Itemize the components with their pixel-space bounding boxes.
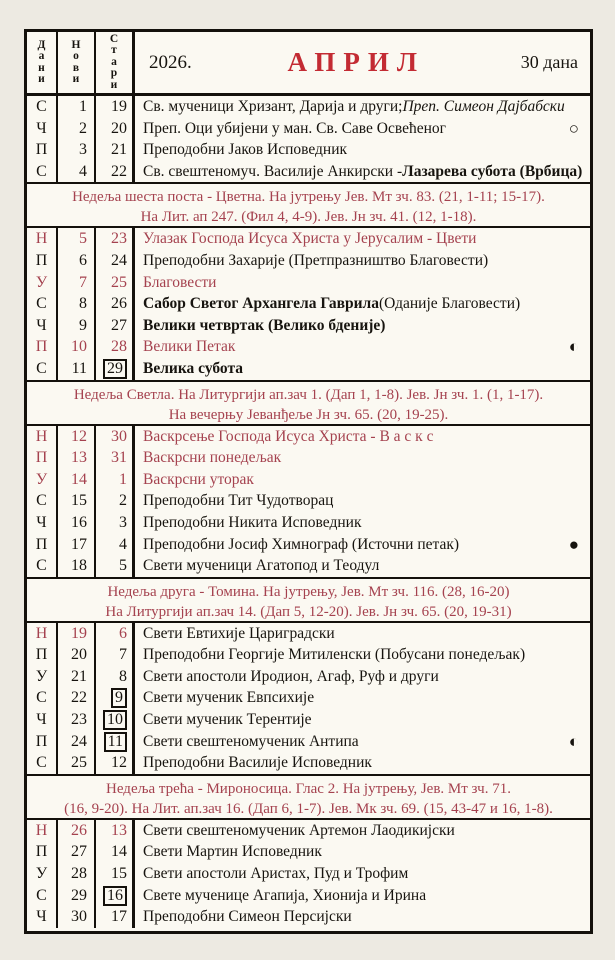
day-entry-text	[135, 139, 590, 161]
new-calendar-date: 29	[58, 885, 96, 907]
day-entry-segment: Преподобни Георгије Митиленски (Побусани понедељак)	[143, 646, 526, 664]
day-entry-segment: (Оданије Благовести)	[378, 295, 521, 313]
old-calendar-date: 14	[96, 841, 135, 863]
new-calendar-date: 10	[58, 336, 96, 358]
new-calendar-date: 30	[58, 906, 96, 928]
day-entry-text	[135, 534, 590, 556]
day-entry-segment: Васкрсни уторак	[143, 470, 254, 488]
calendar-table	[24, 29, 593, 934]
old-calendar-date: 7	[96, 644, 135, 666]
calendar-day-row	[27, 161, 590, 183]
day-entry-segment: Св. мученици Хризант, Дарија и други;	[143, 98, 403, 115]
calendar-day-row	[27, 841, 590, 863]
weekday-letter: Н	[27, 623, 58, 645]
week-liturgy-line: Недеља друга - Томина. На јутрењу, Јев. Мт зч. 116. (28, 16-20)	[107, 583, 510, 600]
weekday-letter: С	[27, 96, 58, 118]
week-liturgy-summary	[27, 182, 590, 228]
month-title: АПРИЛ	[287, 47, 425, 77]
moon-phase-icon: ◐	[568, 731, 579, 751]
old-calendar-date	[96, 709, 135, 731]
old-calendar-date	[96, 731, 135, 753]
new-calendar-date: 7	[58, 272, 96, 294]
day-entry-segment: Свети свештеномученик Артемон Лаодикијски	[143, 821, 455, 839]
new-calendar-date: 16	[58, 512, 96, 534]
header-main	[135, 32, 590, 93]
day-entry-text	[135, 293, 590, 315]
old-calendar-date: 23	[96, 228, 135, 250]
day-entry-text	[135, 447, 590, 469]
calendar-day-row	[27, 906, 590, 928]
column-header-new-date-label: Н о в и	[71, 38, 81, 85]
calendar-day-row	[27, 490, 590, 512]
day-entry-text	[135, 228, 590, 250]
moon-phase-icon: ○	[568, 118, 579, 138]
day-entry-text	[135, 623, 590, 645]
old-calendar-date: 31	[96, 447, 135, 469]
week-liturgy-summary	[27, 774, 590, 820]
week-liturgy-line: На Литургији ап.зач 14. (Дап 5, 12-20). Јев. Јн зч. 65. (20, 19-31)	[105, 603, 512, 620]
weekday-letter: С	[27, 358, 58, 380]
old-calendar-date: 4	[96, 534, 135, 556]
new-calendar-date: 28	[58, 863, 96, 885]
weekday-letter: У	[27, 863, 58, 885]
day-entry-segment: Свети Евтихије Цариградски	[143, 624, 335, 642]
old-calendar-date: 15	[96, 863, 135, 885]
calendar-body	[27, 96, 590, 931]
calendar-day-row	[27, 96, 590, 118]
new-calendar-date: 5	[58, 228, 96, 250]
boxed-old-date: 29	[103, 359, 127, 379]
new-calendar-date: 17	[58, 534, 96, 556]
day-entry-text	[135, 469, 590, 491]
new-calendar-date: 20	[58, 644, 96, 666]
calendar-day-row	[27, 555, 590, 577]
calendar-day-row	[27, 358, 590, 380]
weekday-letter: С	[27, 555, 58, 577]
calendar-day-row	[27, 863, 590, 885]
day-entry-segment: Преподобни Јосиф Химнограф (Источни петак)	[143, 535, 460, 553]
column-header-weekday	[27, 32, 58, 93]
day-entry-segment: Лазарева субота (Врбица)	[402, 162, 583, 180]
boxed-old-date: 11	[104, 732, 127, 752]
calendar-day-row	[27, 228, 590, 250]
day-entry-segment: Преподобни Тит Чудотворац	[143, 492, 334, 510]
weekday-letter: Н	[27, 820, 58, 842]
old-calendar-date: 17	[96, 906, 135, 928]
year-label: 2026.	[149, 51, 192, 73]
week-liturgy-line: Недеља шеста поста - Цветна. На јутрењу Јев. Мт зч. 83. (21, 1-11; 15-17).	[72, 189, 545, 206]
weekday-letter: У	[27, 469, 58, 491]
old-calendar-date: 12	[96, 752, 135, 774]
calendar-day-row	[27, 272, 590, 294]
day-entry-text	[135, 555, 590, 577]
old-calendar-date: 26	[96, 293, 135, 315]
day-entry-text	[135, 272, 590, 294]
calendar-day-row	[27, 820, 590, 842]
day-entry-text	[135, 841, 590, 863]
day-entry-text	[135, 752, 590, 774]
column-header-weekday-label: Д а н и	[37, 38, 46, 85]
old-calendar-date: 20	[96, 118, 135, 140]
day-entry-text	[135, 863, 590, 885]
day-entry-text	[135, 666, 590, 688]
day-entry-text	[135, 426, 590, 448]
day-entry-text	[135, 118, 590, 140]
calendar-day-row	[27, 731, 590, 753]
weekday-letter: С	[27, 490, 58, 512]
day-entry-text	[135, 644, 590, 666]
new-calendar-date: 3	[58, 139, 96, 161]
weekday-letter: Ч	[27, 512, 58, 534]
old-calendar-date: 22	[96, 161, 135, 183]
weekday-letter: Ч	[27, 315, 58, 337]
calendar-day-row	[27, 139, 590, 161]
day-entry-text	[135, 490, 590, 512]
calendar-day-row	[27, 666, 590, 688]
calendar-day-row	[27, 447, 590, 469]
weekday-letter: С	[27, 687, 58, 709]
week-liturgy-line: (16, 9-20). На Лит. ап.зач 16. (Дап 6, 1-7). Јев. Мк зч. 69. (15, 43-47 и 16, 1-8).	[64, 800, 553, 817]
weekday-letter: С	[27, 752, 58, 774]
old-calendar-date: 13	[96, 820, 135, 842]
calendar-day-row	[27, 534, 590, 556]
day-entry-segment: Свети апостоли Аристах, Пуд и Трофим	[143, 865, 409, 883]
weekday-letter: Ч	[27, 709, 58, 731]
weekday-letter: С	[27, 885, 58, 907]
day-entry-segment: Преподобни Симеон Персијски	[143, 908, 352, 926]
weekday-letter: П	[27, 336, 58, 358]
day-entry-text	[135, 336, 590, 358]
day-entry-segment: Свети мученици Агатопод и Теодул	[143, 557, 380, 575]
calendar-day-row	[27, 885, 590, 907]
column-header-new-date	[58, 32, 96, 93]
day-entry-segment: Васкрсни понедељак	[143, 449, 282, 467]
weekday-letter: П	[27, 534, 58, 556]
old-calendar-date: 6	[96, 623, 135, 645]
day-entry-segment: Преподобни Никита Исповедник	[143, 513, 362, 531]
day-entry-text	[135, 731, 590, 753]
week-liturgy-summary	[27, 577, 590, 623]
weekday-letter: П	[27, 447, 58, 469]
day-entry-text	[135, 820, 590, 842]
weekday-letter: П	[27, 250, 58, 272]
day-entry-segment: Свете мученице Агапија, Хионија и Ирина	[143, 886, 427, 904]
new-calendar-date: 23	[58, 709, 96, 731]
day-entry-segment: Преп. Оци убијени у ман. Св. Саве Освећеног	[143, 119, 446, 137]
day-entry-segment: Свети мученик Евпсихије	[143, 689, 315, 707]
day-entry-text	[135, 358, 590, 380]
old-calendar-date	[96, 885, 135, 907]
calendar-day-row	[27, 752, 590, 774]
day-entry-segment: Велики четвртак (Велико бденије)	[143, 316, 386, 334]
day-entry-segment: Велика субота	[143, 359, 244, 377]
day-entry-text	[135, 96, 590, 118]
calendar-header	[27, 32, 590, 96]
day-entry-segment: Велики Петак	[143, 338, 236, 356]
new-calendar-date: 21	[58, 666, 96, 688]
day-entry-segment: Свети мученик Терентије	[143, 711, 312, 729]
old-calendar-date: 24	[96, 250, 135, 272]
day-entry-segment: Преподобни Захарије (Претпразништво Благовести)	[143, 251, 489, 269]
new-calendar-date: 12	[58, 426, 96, 448]
old-calendar-date: 21	[96, 139, 135, 161]
calendar-day-row	[27, 644, 590, 666]
week-liturgy-summary	[27, 380, 590, 426]
calendar-day-row	[27, 623, 590, 645]
moon-phase-icon: ●	[568, 534, 579, 554]
new-calendar-date: 18	[58, 555, 96, 577]
day-entry-segment: Преподобни Јаков Исповедник	[143, 141, 348, 159]
day-entry-segment: Св. свештеномуч. Василије Анкирски -	[143, 162, 403, 180]
calendar-day-row	[27, 118, 590, 140]
weekday-letter: П	[27, 841, 58, 863]
weekday-letter: П	[27, 139, 58, 161]
new-calendar-date: 8	[58, 293, 96, 315]
weekday-letter: У	[27, 272, 58, 294]
boxed-old-date: 16	[103, 886, 127, 906]
day-entry-text	[135, 687, 590, 709]
column-header-old-date-label: С т а р и	[109, 32, 119, 91]
new-calendar-date: 13	[58, 447, 96, 469]
week-liturgy-line: Недеља Светла. На Литургији ап.зач 1. (Дап 1, 1-8). Јев. Јн зч. 1. (1, 1-17).	[73, 386, 544, 403]
calendar-day-row	[27, 512, 590, 534]
new-calendar-date: 6	[58, 250, 96, 272]
weekday-letter: Ч	[27, 906, 58, 928]
day-entry-text	[135, 161, 590, 183]
calendar-day-row	[27, 293, 590, 315]
moon-phase-icon: ◐	[568, 337, 579, 357]
day-entry-segment: Благовести	[143, 273, 217, 291]
weekday-letter: П	[27, 731, 58, 753]
new-calendar-date: 15	[58, 490, 96, 512]
old-calendar-date: 30	[96, 426, 135, 448]
day-entry-text	[135, 315, 590, 337]
boxed-old-date: 9	[111, 688, 127, 708]
old-calendar-date: 2	[96, 490, 135, 512]
new-calendar-date: 22	[58, 687, 96, 709]
old-calendar-date: 5	[96, 555, 135, 577]
old-calendar-date: 27	[96, 315, 135, 337]
calendar-day-row	[27, 469, 590, 491]
boxed-old-date: 10	[103, 710, 127, 730]
week-liturgy-line: На вечерњу Јеванђеље Јн зч. 65. (20, 19-25).	[168, 406, 449, 423]
old-calendar-date	[96, 358, 135, 380]
calendar-day-row	[27, 250, 590, 272]
day-entry-text	[135, 885, 590, 907]
weekday-letter: С	[27, 293, 58, 315]
weekday-letter: П	[27, 644, 58, 666]
day-entry-segment: Преп. Симеон Дајбабски	[402, 98, 565, 115]
new-calendar-date: 1	[58, 96, 96, 118]
new-calendar-date: 25	[58, 752, 96, 774]
calendar-day-row	[27, 336, 590, 358]
day-entry-segment: Васкрсење Господа Исуса Христа - В а с к с	[143, 427, 434, 445]
weekday-letter: Н	[27, 426, 58, 448]
days-count-label: 30 дана	[520, 52, 578, 72]
day-entry-text	[135, 906, 590, 928]
new-calendar-date: 24	[58, 731, 96, 753]
calendar-day-row	[27, 709, 590, 731]
new-calendar-date: 2	[58, 118, 96, 140]
day-entry-segment: Сабор Светог Архангела Гаврила	[143, 295, 379, 313]
day-entry-text	[135, 709, 590, 731]
old-calendar-date: 25	[96, 272, 135, 294]
weekday-letter: С	[27, 161, 58, 183]
new-calendar-date: 27	[58, 841, 96, 863]
new-calendar-date: 14	[58, 469, 96, 491]
day-entry-text	[135, 250, 590, 272]
old-calendar-date: 28	[96, 336, 135, 358]
new-calendar-date: 11	[58, 358, 96, 380]
old-calendar-date: 19	[96, 96, 135, 118]
day-entry-segment: Улазак Господа Исуса Христа у Јерусалим - Цвети	[143, 230, 477, 248]
day-entry-text	[135, 512, 590, 534]
week-liturgy-line: На Лит. ап 247. (Фил 4, 4-9). Јев. Јн зч. 41. (12, 1-18).	[140, 209, 477, 226]
day-entry-segment: Преподобни Василије Исповедник	[143, 754, 372, 772]
old-calendar-date	[96, 687, 135, 709]
week-liturgy-line: Недеља трећа - Мироносица. Глас 2. На јутрењу, Јев. Мт зч. 71.	[106, 780, 511, 797]
old-calendar-date: 1	[96, 469, 135, 491]
new-calendar-date: 9	[58, 315, 96, 337]
new-calendar-date: 4	[58, 161, 96, 183]
calendar-day-row	[27, 315, 590, 337]
weekday-letter: Н	[27, 228, 58, 250]
weekday-letter: Ч	[27, 118, 58, 140]
calendar-day-row	[27, 426, 590, 448]
weekday-letter: У	[27, 666, 58, 688]
day-entry-segment: Свети апостоли Иродион, Агаф, Руф и други	[143, 667, 439, 685]
old-calendar-date: 3	[96, 512, 135, 534]
day-entry-segment: Свети свештеномученик Антипа	[143, 732, 359, 750]
new-calendar-date: 19	[58, 623, 96, 645]
old-calendar-date: 8	[96, 666, 135, 688]
column-header-old-date	[96, 32, 135, 93]
calendar-day-row	[27, 687, 590, 709]
day-entry-segment: Свети Мартин Исповедник	[143, 843, 322, 861]
new-calendar-date: 26	[58, 820, 96, 842]
